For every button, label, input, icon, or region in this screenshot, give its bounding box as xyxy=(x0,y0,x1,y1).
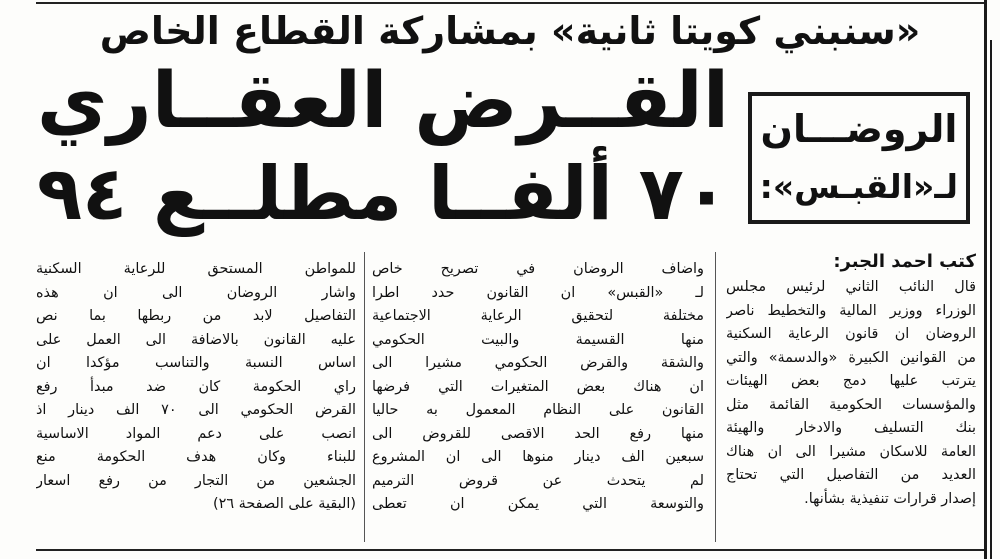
text-line: واشار الروضان الى ان هذه xyxy=(36,284,356,301)
text-line: واضاف الروضان في تصريح خاص xyxy=(372,261,704,277)
text-line: راي الحكومة كان ضد مبدأ رفع xyxy=(36,378,356,395)
article-column-right xyxy=(726,276,976,538)
source-outlet: لـ«القبـس»: xyxy=(759,167,958,206)
text-line: إصدار قرارات تنفيذية بشأنها. xyxy=(804,490,976,507)
column-separator xyxy=(715,252,716,542)
text-line: بنك التسليف والادخار والهيئة xyxy=(726,420,976,436)
bottom-rule xyxy=(36,549,984,551)
text-line: والمؤسسات الحكومية القائمة مثل xyxy=(726,396,976,413)
text-line: الروضان ان قانون الرعاية السكنية xyxy=(726,326,976,342)
text-line: للمواطن المستحق للرعاية السكنية xyxy=(36,261,356,277)
text-line: منها رفع الحد الاقصى للقروض الى xyxy=(372,425,704,442)
text-line: والشقة والقرض الحكومي مشيرا الى xyxy=(372,355,704,371)
text-line: مختلفة لتحقيق الرعاية الاجتماعية xyxy=(372,308,704,324)
text-line: لـ «القبس» ان القانون حدد اطرا xyxy=(372,284,704,301)
text-line: اساس النسبة والتناسب مؤكدا ان xyxy=(36,355,356,371)
text-line: عليه القانون بالاضافة الى العمل على xyxy=(36,331,356,348)
byline: كتب احمد الجبر: xyxy=(833,251,976,272)
text-line: والتوسعة التي يمكن ان تعطى xyxy=(372,496,704,512)
text-line: التفاصيل لابد من ربطها بما نص xyxy=(36,308,356,324)
text-line: ان هناك بعض المتغيرات التي فرضها xyxy=(372,378,704,395)
text-line: سبعين الف دينار منوها الى ان المشروع xyxy=(372,449,704,465)
main-headline-line-1: القــرض العقــاري xyxy=(36,57,730,146)
text-line: الوزراء ووزير المالية والتخطيط ناصر xyxy=(726,302,976,319)
text-line: للبناء وكان هدف الحكومة منع xyxy=(36,449,356,465)
top-rule xyxy=(36,2,984,4)
text-line: القرض الحكومي الى ٧٠ الف دينار اذ xyxy=(36,402,356,418)
text-line: من القوانين الكبيرة «والدسمة» والتي xyxy=(726,349,976,366)
edge-border-outer xyxy=(984,0,987,559)
text-line: قال النائب الثاني لرئيس مجلس xyxy=(726,279,976,295)
source-box xyxy=(748,92,970,224)
main-headline-line-2: ٧٠ ألفــا مطلــع ٩٤ xyxy=(36,151,729,237)
text-line: لم يتحدث عن قروض الترميم xyxy=(372,472,704,489)
continued-note: (البقية على الصفحة ٢٦) xyxy=(213,496,356,512)
edge-border-inner xyxy=(990,40,992,559)
article-column-left xyxy=(36,258,356,548)
source-name: الروضـــان xyxy=(760,107,958,151)
article-column-middle xyxy=(372,258,704,548)
text-line: العامة للاسكان مشيرا الى ان هناك xyxy=(726,443,976,460)
kicker-headline: «سنبني كويتا ثانية» بمشاركة القطاع الخاص xyxy=(99,9,921,53)
text-line: منها القسيمة والبيت الحكومي xyxy=(372,331,704,348)
text-line: العديد من التفاصيل التي تحتاج xyxy=(726,467,976,483)
column-separator xyxy=(364,252,365,542)
text-line: الجشعين من التجار من رفع اسعار xyxy=(36,472,356,489)
text-line: انصب على دعم المواد الاساسية xyxy=(36,425,356,442)
text-line: القانون على النظام المعمول به حاليا xyxy=(372,402,704,418)
text-line: يترتب عليها دمج بعض الهيئات xyxy=(726,373,976,389)
